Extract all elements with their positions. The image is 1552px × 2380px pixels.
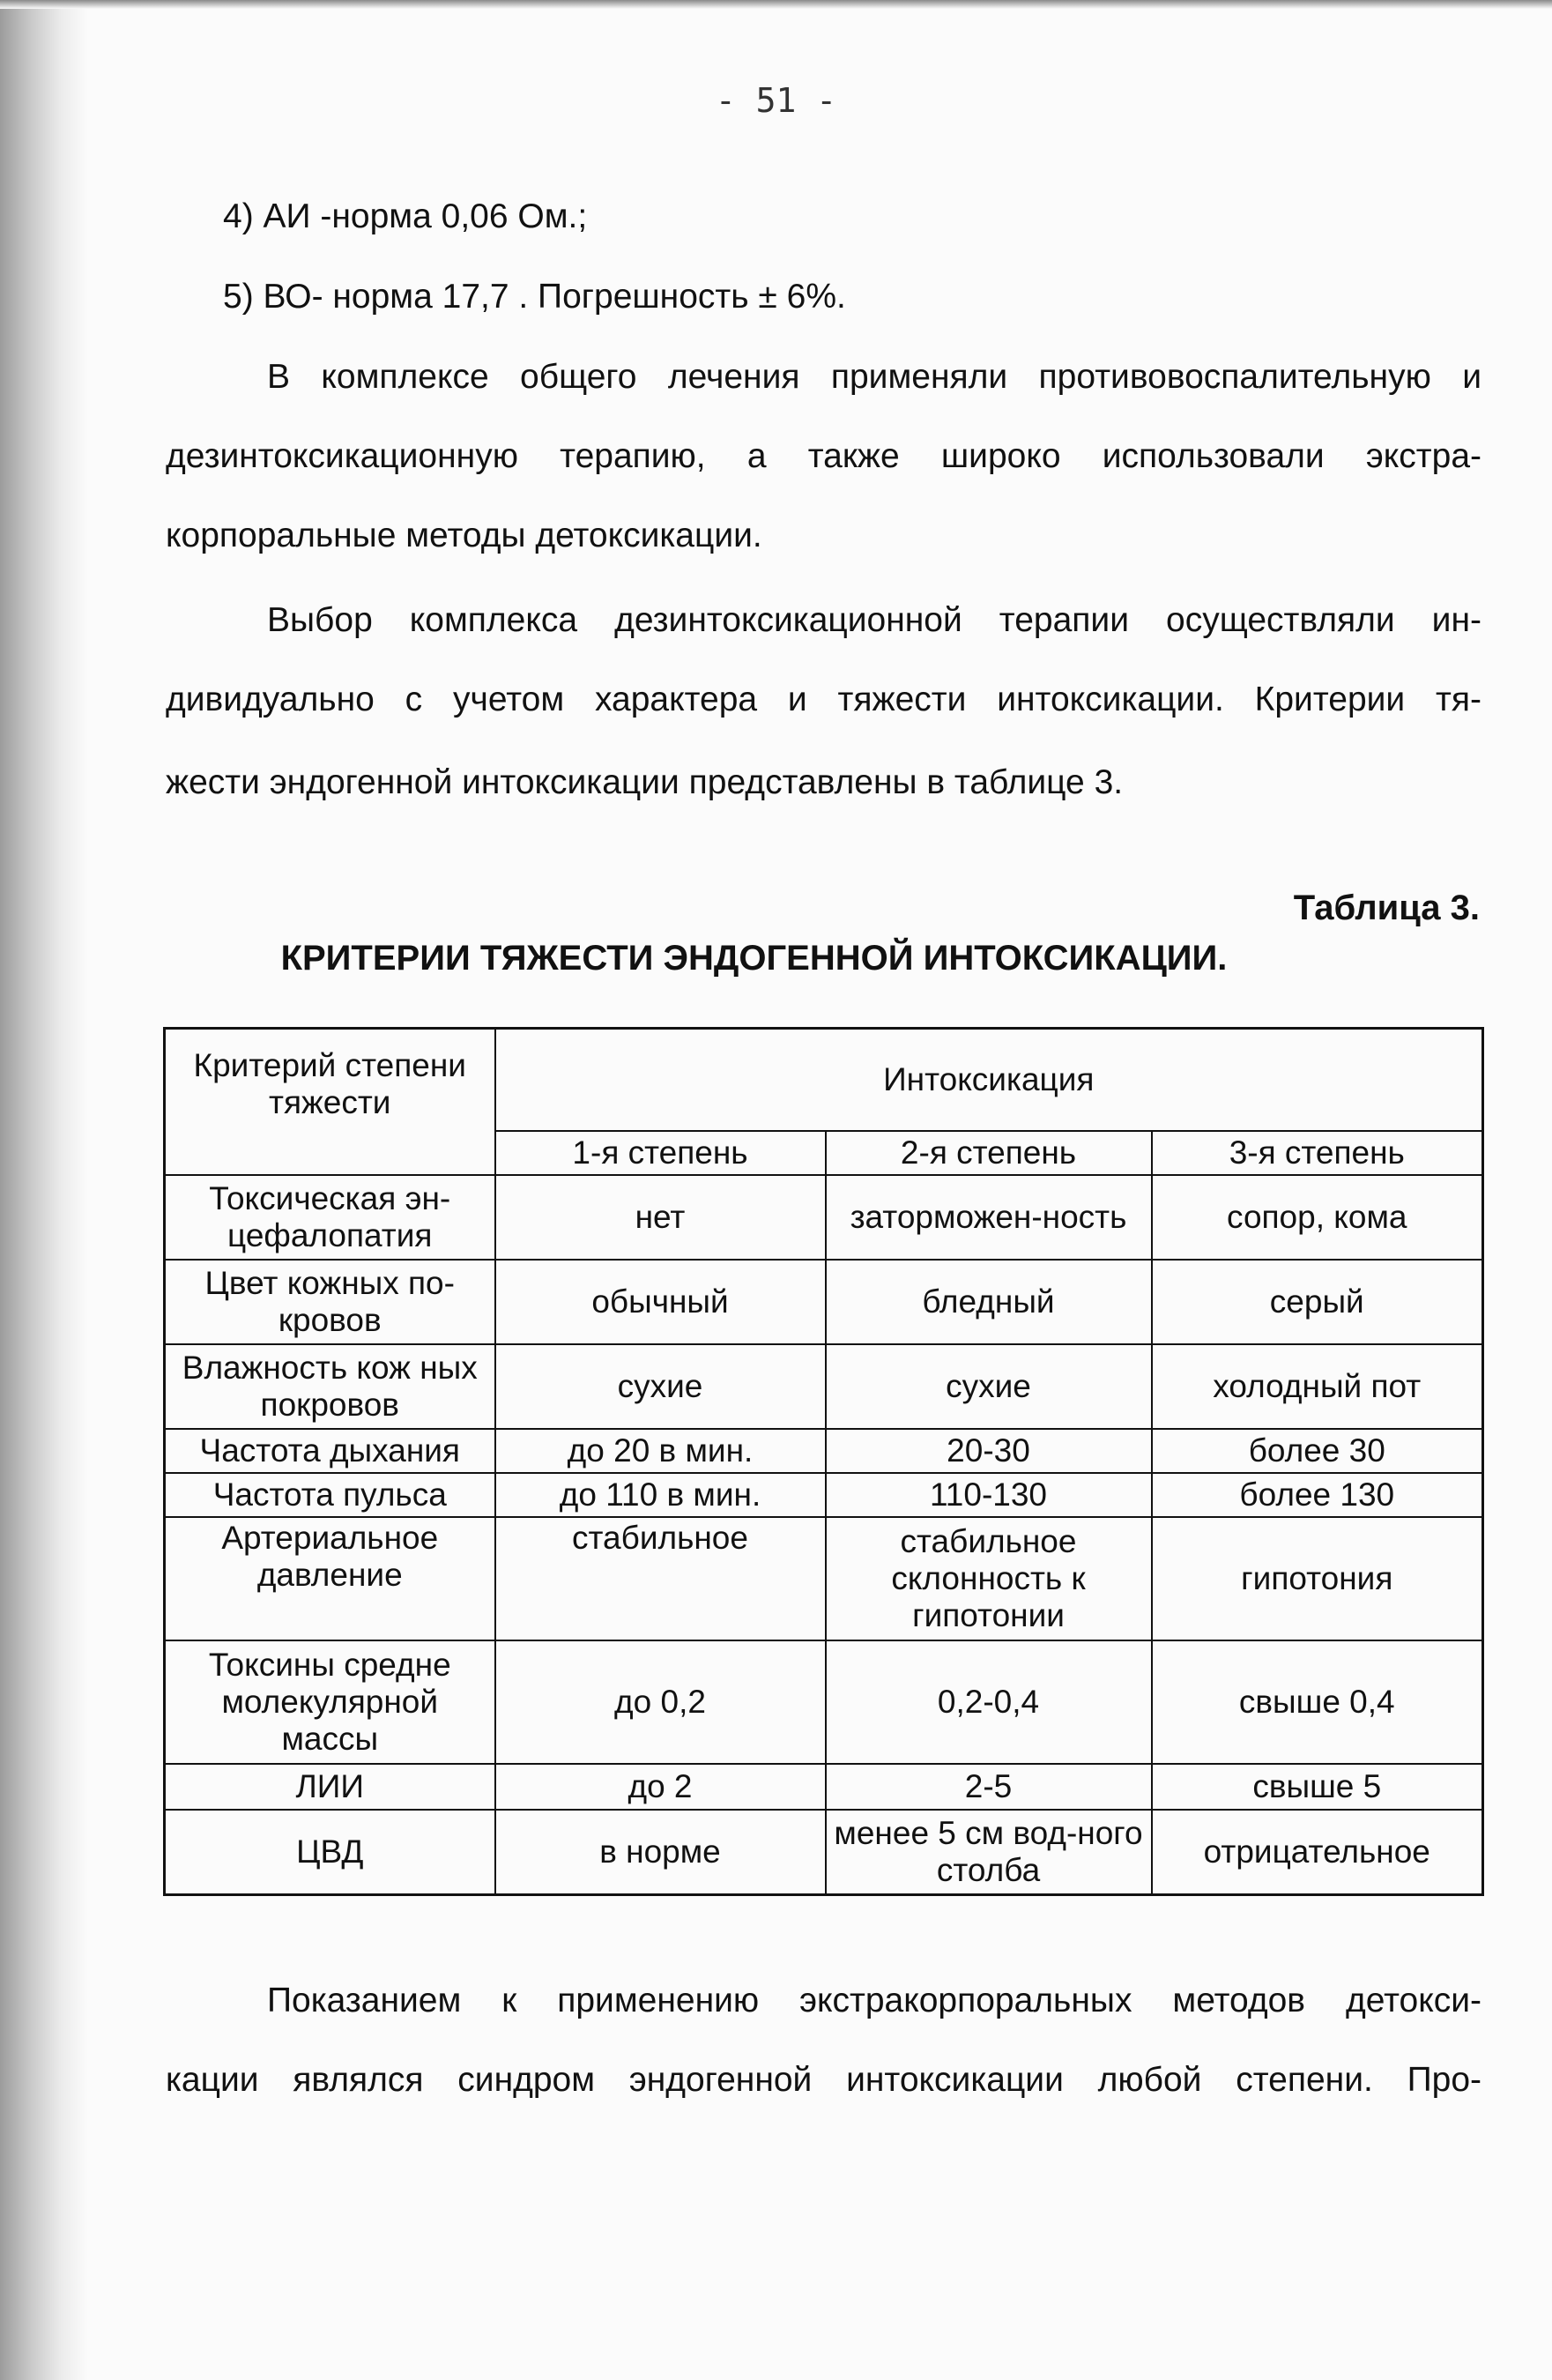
row-degree-1: обычный	[495, 1260, 826, 1344]
row-criterion: Частота пульса	[165, 1473, 495, 1517]
list-item: 5) ВО- норма 17,7 . Погрешность ± 6%.	[223, 278, 846, 316]
paragraph-line: дезинтоксикационную терапию, а также широко использовали экстра-	[166, 437, 1481, 475]
row-degree-1: нет	[495, 1175, 826, 1260]
row-degree-3: более 30	[1152, 1429, 1483, 1473]
header-intoxication: Интоксикация	[495, 1029, 1483, 1132]
row-degree-2: сухие	[826, 1344, 1152, 1429]
criteria-table	[163, 1027, 1484, 1896]
table-row	[165, 1810, 1483, 1894]
row-degree-2: бледный	[826, 1260, 1152, 1344]
row-degree-2: 110-130	[826, 1473, 1152, 1517]
row-degree-2: менее 5 см вод-ного столба	[826, 1810, 1152, 1894]
list-item: 4) АИ -норма 0,06 Ом.;	[223, 197, 588, 235]
row-degree-1: до 110 в мин.	[495, 1473, 826, 1517]
table-header-row	[165, 1029, 1483, 1132]
row-degree-2: 20-30	[826, 1429, 1152, 1473]
paragraph-line: дивидуально с учетом характера и тяжести интоксикации. Критерии тя-	[166, 681, 1481, 718]
paragraph-line: жести эндогенной интоксикации представлены в таблице 3.	[166, 763, 1124, 801]
row-degree-1: до 20 в мин.	[495, 1429, 826, 1473]
row-criterion: Частота дыхания	[165, 1429, 495, 1473]
row-degree-3: свыше 5	[1152, 1764, 1483, 1810]
paragraph-line: корпоральные методы детоксикации.	[166, 517, 762, 554]
row-criterion: ЛИИ	[165, 1764, 495, 1810]
row-degree-2: 2-5	[826, 1764, 1152, 1810]
row-degree-2: заторможен-ность	[826, 1175, 1152, 1260]
row-criterion: Влажность кож ных покровов	[165, 1344, 495, 1429]
row-degree-1: стабильное	[495, 1517, 826, 1640]
table-row	[165, 1175, 1483, 1260]
header-degree-3: 3-я степень	[1152, 1131, 1483, 1175]
row-degree-1: до 2	[495, 1764, 826, 1810]
row-degree-3: отрицательное	[1152, 1810, 1483, 1894]
table-row	[165, 1344, 1483, 1429]
row-criterion: Цвет кожных по-кровов	[165, 1260, 495, 1344]
paragraph-line: Показанием к применению экстракорпоральных методов детокси-	[267, 1982, 1481, 2019]
header-degree-2: 2-я степень	[826, 1131, 1152, 1175]
row-degree-3: гипотония	[1152, 1517, 1483, 1640]
table-row	[165, 1640, 1483, 1764]
row-criterion: ЦВД	[165, 1810, 495, 1894]
row-degree-2: стабильное склонность к гипотонии	[826, 1517, 1152, 1640]
paragraph-line: В комплексе общего лечения применяли противовоспалительную и	[267, 358, 1481, 396]
table-label: Таблица 3.	[1293, 889, 1480, 927]
table-row	[165, 1473, 1483, 1517]
row-degree-3: холодный пот	[1152, 1344, 1483, 1429]
header-degree-1: 1-я степень	[495, 1131, 826, 1175]
row-degree-1: до 0,2	[495, 1640, 826, 1764]
row-degree-3: сопор, кома	[1152, 1175, 1483, 1260]
paragraph-line: кации являлся синдром эндогенной интоксикации любой степени. Про-	[166, 2061, 1481, 2099]
page-number: - 51 -	[715, 81, 837, 120]
table-row	[165, 1260, 1483, 1344]
row-degree-3: серый	[1152, 1260, 1483, 1344]
row-degree-2: 0,2-0,4	[826, 1640, 1152, 1764]
row-criterion: Артериальное давление	[165, 1517, 495, 1640]
row-criterion: Токсины средне молекулярной массы	[165, 1640, 495, 1764]
table-row	[165, 1517, 1483, 1640]
row-degree-1: в норме	[495, 1810, 826, 1894]
row-criterion: Токсическая эн-цефалопатия	[165, 1175, 495, 1260]
table-row	[165, 1764, 1483, 1810]
paragraph-line: Выбор комплекса дезинтоксикационной терапии осуществляли ин-	[267, 601, 1481, 639]
row-degree-1: сухие	[495, 1344, 826, 1429]
table-row	[165, 1429, 1483, 1473]
scan-top-edge	[0, 0, 1552, 9]
row-degree-3: свыше 0,4	[1152, 1640, 1483, 1764]
row-degree-3: более 130	[1152, 1473, 1483, 1517]
header-criterion: Критерий степени тяжести	[165, 1029, 495, 1176]
scan-shadow	[0, 0, 88, 2380]
table-title: КРИТЕРИИ ТЯЖЕСТИ ЭНДОГЕННОЙ ИНТОКСИКАЦИИ.	[280, 939, 1228, 978]
